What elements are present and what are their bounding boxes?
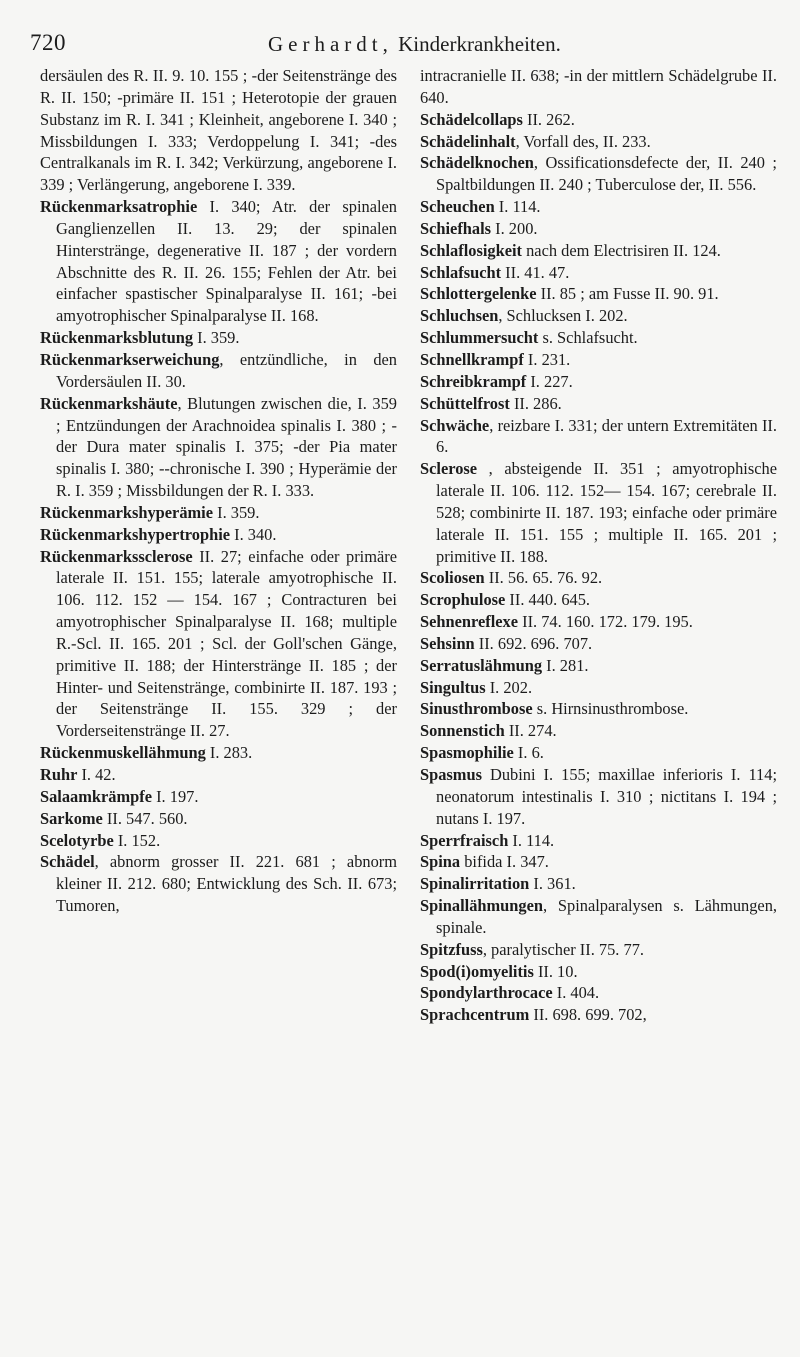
index-entry-references: II. 286. bbox=[509, 393, 562, 413]
index-entry-headword: Scheuchen bbox=[420, 197, 495, 217]
index-entry-headword: Schädelcollaps bbox=[420, 109, 523, 129]
index-entry bbox=[420, 415, 777, 459]
page-number: 720 bbox=[30, 30, 66, 55]
index-entry-headword: Spondylarthrocace bbox=[420, 983, 553, 1003]
index-entry bbox=[40, 830, 397, 852]
index-entry-references: II. 547. 560. bbox=[102, 808, 188, 828]
index-entry-headword: Scelotyrbe bbox=[40, 830, 114, 850]
index-entry-headword: Spasmus bbox=[420, 765, 482, 784]
index-entry bbox=[40, 65, 397, 196]
index-entry-references: I. 197. bbox=[152, 786, 199, 806]
index-entry-headword: Schiefhals bbox=[420, 218, 492, 238]
index-entry-headword: Scrophulose bbox=[420, 590, 506, 610]
index-entry-references: , entzündliche, in den Vordersäulen II. 30. bbox=[56, 349, 397, 391]
index-entry-headword: Rückenmarksblutung bbox=[40, 328, 194, 348]
index-entry-references: II. 692. 696. 707. bbox=[474, 633, 593, 653]
index-entry-references: II. 262. bbox=[522, 109, 575, 129]
index-entry bbox=[40, 327, 397, 349]
index-entry-references: I. 404. bbox=[552, 983, 600, 1003]
index-entry-headword: Sperrfraisch bbox=[420, 830, 509, 850]
index-entry bbox=[40, 786, 397, 808]
index-entry-references: I. 202. bbox=[485, 677, 533, 697]
index-entry-headword: Sehsinn bbox=[420, 633, 475, 653]
index-entry bbox=[420, 633, 777, 655]
index-entry-headword: Schädelinhalt bbox=[420, 131, 516, 151]
index-entry bbox=[40, 808, 397, 830]
index-entry bbox=[420, 764, 777, 830]
index-entry-references: I. 359. bbox=[213, 502, 260, 522]
index-entry bbox=[420, 262, 777, 284]
index-entry-headword: Schnellkrampf bbox=[420, 349, 524, 369]
index-entry-headword: Spinallähmungen bbox=[420, 896, 543, 916]
index-entry-headword: Schlummersucht bbox=[420, 328, 539, 348]
index-entry-references: nach dem Electrisiren II. 124. bbox=[522, 240, 721, 260]
index-entry bbox=[420, 196, 777, 218]
index-entry bbox=[40, 524, 397, 546]
index-entry-headword: Spod(i)omyelitis bbox=[420, 961, 534, 981]
index-entry-headword: Singultus bbox=[420, 677, 486, 697]
index-entry-references: I. 340; Atr. der spinalen Ganglienzellen II. 13. 29; der spinalen Hinterstränge, degenerative II. 187 ; der vordern Abschnitte des R. II. 26. 155; Fehlen der Atr. bei einfacher spastischer Spinalparalyse II. 161; -bei amyotrophischer Spinalparalyse II. 168. bbox=[56, 197, 397, 326]
index-entry-headword: Spinalirritation bbox=[420, 874, 530, 894]
index-entry bbox=[40, 349, 397, 393]
index-entry bbox=[420, 327, 777, 349]
index-entry bbox=[420, 283, 777, 305]
index-entry bbox=[420, 240, 777, 262]
index-entry bbox=[420, 677, 777, 699]
index-entry-references: dersäulen des R. II. 9. 10. 155 ; -der Seitenstränge des R. II. 150; -primäre II. 151 ; Heterotopie der grauen Substanz im R. I. 341 ; Kleinheit, angeborene I. 340 ; Missbildungen I. 333; Verdoppelung I. 341; -des Centralkanals im R. I. 342; Verkürzung, angeborene I. 339 ; Verlängerung, angeborene I. 339. bbox=[40, 66, 397, 195]
index-entry bbox=[40, 393, 397, 502]
index-entry-references: , Schlucksen I. 202. bbox=[498, 306, 628, 326]
index-entry bbox=[420, 458, 777, 567]
index-entry bbox=[420, 589, 777, 611]
index-entry bbox=[420, 830, 777, 852]
index-entry-references: , paralytischer II. 75. 77. bbox=[482, 939, 644, 959]
index-entry-headword: Scoliosen bbox=[420, 568, 485, 588]
running-title bbox=[268, 32, 561, 57]
index-entry-headword: Sinusthrombose bbox=[420, 699, 533, 719]
index-entry bbox=[40, 546, 397, 743]
page-header bbox=[30, 30, 750, 64]
running-title-text: Kinderkrankheiten. bbox=[398, 32, 561, 56]
index-entry bbox=[40, 851, 397, 917]
index-entry-headword: Sonnenstich bbox=[420, 721, 505, 741]
index-entry bbox=[420, 611, 777, 633]
index-entry-references: I. 114. bbox=[494, 197, 541, 217]
index-entry-references: I. 114. bbox=[508, 830, 555, 850]
index-entry-references: Dubini I. 155; maxillae inferioris I. 114; neonatorum intestinalis I. 310 ; nictitans I. 194 ; nutans I. 197. bbox=[436, 765, 777, 828]
index-entry-references: I. 361. bbox=[529, 874, 576, 894]
index-entry bbox=[420, 895, 777, 939]
index-entry-references: , Spinalparalysen s. Lähmungen, spinale. bbox=[436, 896, 777, 937]
index-entry-headword: Rückenmarkshypertrophie bbox=[40, 524, 231, 544]
index-entry-references: I. 283. bbox=[205, 743, 253, 763]
index-entry-references: , reizbare I. 331; der untern Extremitäten II. 6. bbox=[436, 415, 777, 457]
index-entry-references: I. 200. bbox=[491, 218, 538, 238]
index-entry-references: II. 10. bbox=[533, 961, 578, 981]
index-entry-references: I. 340. bbox=[230, 524, 277, 544]
index-entry-headword: Schüttelfrost bbox=[420, 393, 510, 413]
index-entry-headword: Schwäche bbox=[420, 415, 490, 435]
index-entry bbox=[420, 720, 777, 742]
index-entry-references: I. 227. bbox=[526, 371, 573, 391]
index-entry-references: II. 274. bbox=[504, 721, 557, 741]
index-entry-headword: Schlafsucht bbox=[420, 262, 502, 282]
index-entry bbox=[40, 196, 397, 327]
index-entry-headword: Sprachcentrum bbox=[420, 1005, 530, 1025]
index-entry-references: s. Schlafsucht. bbox=[538, 328, 638, 348]
index-entry bbox=[420, 961, 777, 983]
running-title-author: Gerhardt, bbox=[268, 32, 393, 56]
index-entry bbox=[420, 218, 777, 240]
index-entry-references: , abnorm grosser II. 221. 681 ; abnorm kleiner II. 212. 680; Entwicklung des Sch. II. 673; Tumoren, bbox=[56, 852, 397, 916]
index-entry bbox=[420, 349, 777, 371]
index-entry-references: bifida I. 347. bbox=[460, 852, 549, 872]
index-entry-headword: Spasmophilie bbox=[420, 743, 514, 763]
index-entry bbox=[420, 131, 777, 153]
index-entry-headword: Rückenmarkserweichung bbox=[40, 349, 220, 369]
index-entry bbox=[40, 764, 397, 786]
index-entry-references: II. 85 ; am Fusse II. 90. 91. bbox=[536, 284, 719, 304]
index-entry-headword: Ruhr bbox=[40, 765, 78, 784]
index-entry bbox=[420, 567, 777, 589]
index-entry bbox=[420, 655, 777, 677]
index-entry-headword: Spitzfuss bbox=[420, 939, 483, 959]
index-entry-headword: Sclerose bbox=[420, 459, 478, 479]
index-entry-headword: Schreibkrampf bbox=[420, 371, 527, 391]
index-entry-references: , absteigende II. 351 ; amyotrophische laterale II. 106. 112. 152— 154. 167; cerebrale II. 528; combinirte II. 187. 193; einfache oder primäre laterale II. 151. 155 ; multiple II. 165. 201 ; primitive II. 188. bbox=[436, 459, 777, 566]
index-entry bbox=[420, 982, 777, 1004]
index-entry bbox=[40, 742, 397, 764]
index-entry bbox=[40, 502, 397, 524]
index-entry-references: s. Hirnsinusthrombose. bbox=[532, 699, 689, 719]
index-entry-references: , Blutungen zwischen die, I. 359 ; Entzündungen der Arachnoidea spinalis I. 380 ; -der Dura mater spinalis I. 375; -der Pia mater spinalis I. 380; --chronische I. 390 ; Hyperämie der R. I. 359 ; Missbildungen der R. I. 333. bbox=[56, 393, 397, 501]
index-entry-references: intracranielle II. 638; -in der mittlern Schädelgrube II. 640. bbox=[420, 66, 777, 107]
index-entry-references: I. 42. bbox=[77, 765, 116, 784]
index-column-right bbox=[420, 65, 777, 1026]
index-entry-headword: Schluchsen bbox=[420, 306, 499, 326]
index-entry bbox=[420, 939, 777, 961]
index-entry-references: I. 359. bbox=[193, 328, 240, 348]
index-entry-references: II. 56. 65. 76. 92. bbox=[484, 568, 603, 588]
index-entry-headword: Sarkome bbox=[40, 808, 103, 828]
index-entry bbox=[420, 851, 777, 873]
index-entry bbox=[420, 152, 777, 196]
index-entry-headword: Rückenmarkshäute bbox=[40, 393, 178, 413]
index-entry-headword: Schlottergelenke bbox=[420, 284, 537, 304]
index-entry-headword: Rückenmarkshyperämie bbox=[40, 502, 214, 522]
index-entry-references: , Vorfall des, II. 233. bbox=[515, 131, 651, 151]
index-entry bbox=[420, 371, 777, 393]
index-column-left bbox=[40, 65, 397, 917]
index-entry-references: II. 41. 47. bbox=[501, 262, 570, 282]
index-entry-headword: Rückenmarkssclerose bbox=[40, 546, 193, 566]
index-entry-headword: Schädel bbox=[40, 852, 95, 872]
index-entry-headword: Schädelknochen bbox=[420, 153, 534, 173]
index-entry-references: I. 281. bbox=[542, 655, 589, 675]
index-entry-headword: Spina bbox=[420, 852, 461, 872]
index-entry-headword: Salaamkrämpfe bbox=[40, 786, 152, 806]
index-entry-references: II. 440. 645. bbox=[505, 590, 591, 610]
index-entry-headword: Sehnenreflexe bbox=[420, 612, 519, 632]
index-entry bbox=[420, 109, 777, 131]
index-entry-references: I. 6. bbox=[513, 743, 544, 763]
index-entry-references: II. 74. 160. 172. 179. 195. bbox=[518, 612, 693, 632]
index-entry-references: , Ossificationsdefecte der, II. 240 ; Spaltbildungen II. 240 ; Tuberculose der, II. 556. bbox=[436, 153, 777, 195]
index-entry bbox=[420, 1004, 777, 1026]
index-entry bbox=[420, 873, 777, 895]
index-entry-headword: Serratuslähmung bbox=[420, 655, 543, 675]
index-entry-headword: Rückenmarksatrophie bbox=[40, 197, 198, 217]
index-entry bbox=[420, 393, 777, 415]
index-entry-references: II. 698. 699. 702, bbox=[529, 1005, 647, 1025]
index-entry bbox=[420, 698, 777, 720]
index-entry bbox=[420, 305, 777, 327]
index-entry bbox=[420, 742, 777, 764]
index-entry-headword: Schlaflosigkeit bbox=[420, 240, 522, 260]
index-entry-references: I. 152. bbox=[113, 830, 161, 850]
index-entry-headword: Rückenmuskellähmung bbox=[40, 743, 206, 763]
index-entry-references: I. 231. bbox=[523, 349, 571, 369]
index-entry-references: II. 27; einfache oder primäre laterale II. 151. 155; laterale amyotrophische II. 106. 112. 152 — 154. 167 ; Contracturen bei amyotrophischer Spinalparalyse II. 168; multiple R.-Scl. II. 165. 201 ; Scl. der Goll'schen Gänge, primitive II. 188; der Hinterstränge II. 185 ; der Hinter- und Seitenstränge, combinirte II. 187. 193 ; der Seitenstränge II. 155. 329 ; der Vorderseitenstränge II. 27. bbox=[56, 546, 397, 741]
index-entry bbox=[420, 65, 777, 109]
